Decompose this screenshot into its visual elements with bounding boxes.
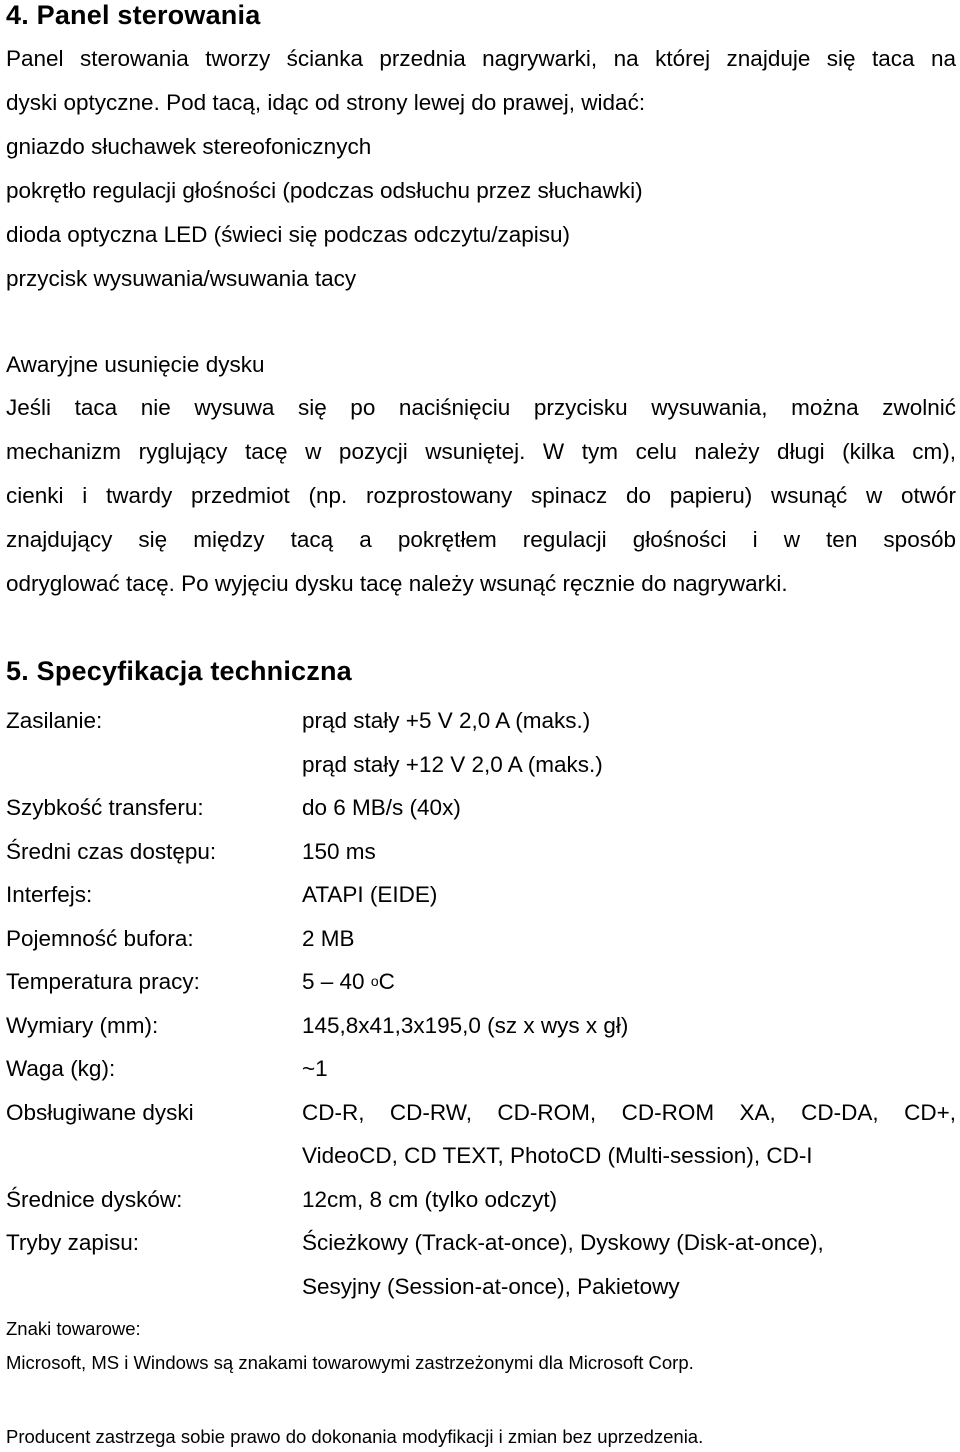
spec-label-weight: Waga (kg): bbox=[6, 1056, 116, 1081]
spec-value-buffer: 2 MB bbox=[302, 926, 355, 951]
emergency-line-1: Jeśli taca nie wysuwa się po naciśnięciu przycisku wysuwania, można zwolnić bbox=[6, 395, 956, 420]
spec-label-transfer: Szybkość transferu: bbox=[6, 795, 204, 820]
section-4-intro-line-1: Panel sterowania tworzy ścianka przednia nagrywarki, na której znajduje się taca na bbox=[6, 46, 956, 71]
spec-value-dimensions: 145,8x41,3x195,0 (sz x wys x gł) bbox=[302, 1013, 629, 1038]
spec-value-write-modes-1: Ścieżkowy (Track-at-once), Dyskowy (Disk-at-once), bbox=[302, 1230, 824, 1255]
temperature-unit: C bbox=[378, 969, 395, 994]
spec-value-supported-discs-2: VideoCD, CD TEXT, PhotoCD (Multi-session), CD-I bbox=[302, 1143, 813, 1168]
spec-value-disc-diameters: 12cm, 8 cm (tylko odczyt) bbox=[302, 1187, 558, 1212]
emergency-line-4: znajdujący się między tacą a pokrętłem regulacji głośności i w ten sposób bbox=[6, 527, 956, 552]
spec-value-transfer: do 6 MB/s (40x) bbox=[302, 795, 461, 820]
spec-label-disc-diameters: Średnice dysków: bbox=[6, 1187, 183, 1212]
spec-label-interface: Interfejs: bbox=[6, 882, 93, 907]
control-item-led: dioda optyczna LED (świeci się podczas odczytu/zapisu) bbox=[6, 222, 571, 247]
spec-label-power: Zasilanie: bbox=[6, 708, 103, 733]
emergency-line-2: mechanizm ryglujący tacę w pozycji wsuniętej. W tym celu należy długi (kilka cm), bbox=[6, 439, 956, 464]
section-4-intro-line-2: dyski optyczne. Pod tacą, idąc od strony lewej do prawej, widać: bbox=[6, 90, 646, 115]
control-item-volume-knob: pokrętło regulacji głośności (podczas odsłuchu przez słuchawki) bbox=[6, 178, 643, 203]
spec-label-buffer: Pojemność bufora: bbox=[6, 926, 194, 951]
trademarks-label: Znaki towarowe: bbox=[6, 1318, 141, 1339]
emergency-eject-heading: Awaryjne usunięcie dysku bbox=[6, 352, 265, 377]
spec-value-access-time: 150 ms bbox=[302, 839, 376, 864]
spec-label-dimensions: Wymiary (mm): bbox=[6, 1013, 159, 1038]
spec-value-write-modes-2: Sesyjny (Session-at-once), Pakietowy bbox=[302, 1274, 680, 1299]
spec-value-supported-discs-1: CD-R, CD-RW, CD-ROM, CD-ROM XA, CD-DA, CD+, bbox=[302, 1100, 956, 1125]
spec-label-supported-discs: Obsługiwane dyski bbox=[6, 1100, 194, 1125]
spec-value-power-12v: prąd stały +12 V 2,0 A (maks.) bbox=[302, 752, 603, 777]
control-item-eject-button: przycisk wysuwania/wsuwania tacy bbox=[6, 266, 357, 291]
trademarks-text: Microsoft, MS i Windows są znakami towarowymi zastrzeżonymi dla Microsoft Corp. bbox=[6, 1352, 694, 1373]
spec-label-temperature: Temperatura pracy: bbox=[6, 969, 200, 994]
spec-value-power-5v: prąd stały +5 V 2,0 A (maks.) bbox=[302, 708, 591, 733]
emergency-line-3: cienki i twardy przedmiot (np. rozprostowany spinacz do papieru) wsunąć w otwór bbox=[6, 483, 956, 508]
temperature-range: 5 – 40 bbox=[302, 969, 365, 994]
section-4-heading: 4. Panel sterowania bbox=[6, 0, 261, 30]
degree-symbol: o bbox=[370, 973, 379, 989]
spec-value-interface: ATAPI (EIDE) bbox=[302, 882, 438, 907]
spec-value-weight: ~1 bbox=[302, 1056, 328, 1081]
disclaimer-text: Producent zastrzega sobie prawo do dokonania modyfikacji i zmian bez uprzedzenia. bbox=[6, 1426, 704, 1447]
spec-label-write-modes: Tryby zapisu: bbox=[6, 1230, 139, 1255]
spec-label-access-time: Średni czas dostępu: bbox=[6, 839, 217, 864]
spec-value-temperature bbox=[302, 969, 395, 995]
control-item-headphone-jack: gniazdo słuchawek stereofonicznych bbox=[6, 134, 372, 159]
emergency-line-5: odryglować tacę. Po wyjęciu dysku tacę należy wsunąć ręcznie do nagrywarki. bbox=[6, 571, 788, 596]
section-5-heading: 5. Specyfikacja techniczna bbox=[6, 656, 352, 686]
